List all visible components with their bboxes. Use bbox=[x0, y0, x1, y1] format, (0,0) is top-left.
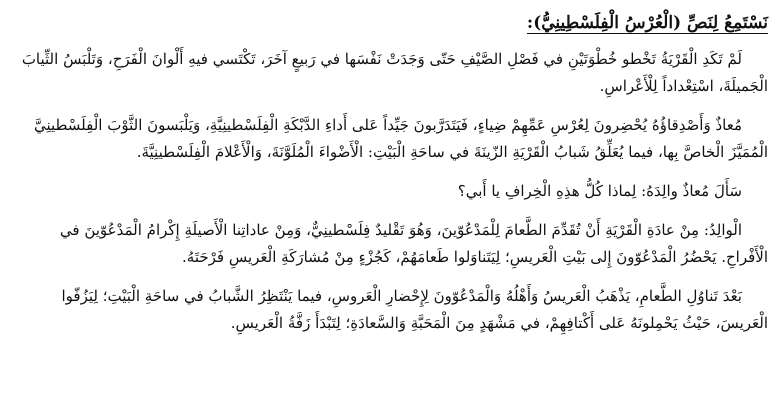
paragraph-father-answer: الْوالِدُ: مِنْ عادَةِ الْقَرْيَةِ أَنْ تُقَدِّمَ الطَّعامَ لِلْمَدْعُوّينَ، وَهُوَ تَقْليدٌ فِلَسْطينِيٌّ، وَمِنْ عاداتِنا الْأَصيلَةِ إِكْرامُ الْمَدْعُوّينَ في الْأَفْراحِ. يَحْضُرُ الْمَدْعُوّونَ إِلى بَيْتِ الْعَريسِ؛ لِيَتَناوَلوا طَعامَهُمْ، كَجُزْءٍ مِنْ مُشارَكَةِ الْعَريسِ فَرْحَتَهُ. bbox=[59, 221, 768, 266]
paragraph-intro: لَمْ تَكَدِ الْقَرْيَةُ تَخْطو خُطْوَتَيْنِ في فَصْلِ الصَّيْفِ حَتّى وَجَدَتْ نَفْسَها في رَبيعٍ آخَرَ، تَكْتَسي فيهِ أَلْوانَ الْفَرَحِ، وَتَلْبَسُ الثِّيابَ الْجَميلَةَ، اسْتِعْداداً لِلْأَعْراسِ. bbox=[21, 50, 768, 95]
passage-title: نَسْتَمِعُ لِنَصِّ (الْعُرْسُ الْفِلَسْطِينِيُّ): bbox=[526, 13, 768, 33]
paragraph-question: سَأَلَ مُعاذٌ والِدَهُ: لِماذا كُلُّ هذِهِ الْخِرافِ يا أَبي؟ bbox=[457, 182, 742, 200]
paragraph-procession: بَعْدَ تَناوُلِ الطَّعامِ، يَذْهَبُ الْعَريسُ وَأَهْلُهُ وَالْمَدْعُوّونَ لِإِحْضارِ الْعَروسِ، فيما يَنْتَظِرُ الشَّبابُ في ساحَةِ الْبَيْتِ؛ لِيَزُفّوا الْعَريسَ، حَيْثُ يَحْمِلونَهُ عَلى أَكْتافِهِمْ، في مَشْهَدٍ مِنَ الْمَحَبَّةِ وَالسَّعادَةِ؛ لِتَبْدَأَ زَفَّةُ الْعَريسِ. bbox=[61, 287, 768, 332]
paragraph-preparations: مُعاذٌ وَأَصْدِقاؤُهُ يُحْضِرونَ لِعُرْسِ عَمِّهِمْ ضِياءٍ، فَيَتَدَرَّبونَ جَيِّداً عَلى أَداءِ الدَّبْكَةِ الْفِلَسْطينِيَّةِ، وَيَلْبَسونَ الثَّوْبَ الْفِلَسْطينِيَّ الْمُمَيَّزَ الْخاصَّ بِها، فيما يُعَلِّقُ شَبابُ الْقَرْيَةِ الزّينَةَ في ساحَةِ الْبَيْتِ: الْأَضْواءَ الْمُلَوَّنَةَ، وَالْأَعْلامَ الْفِلَسْطينِيَّةَ. bbox=[33, 116, 768, 161]
